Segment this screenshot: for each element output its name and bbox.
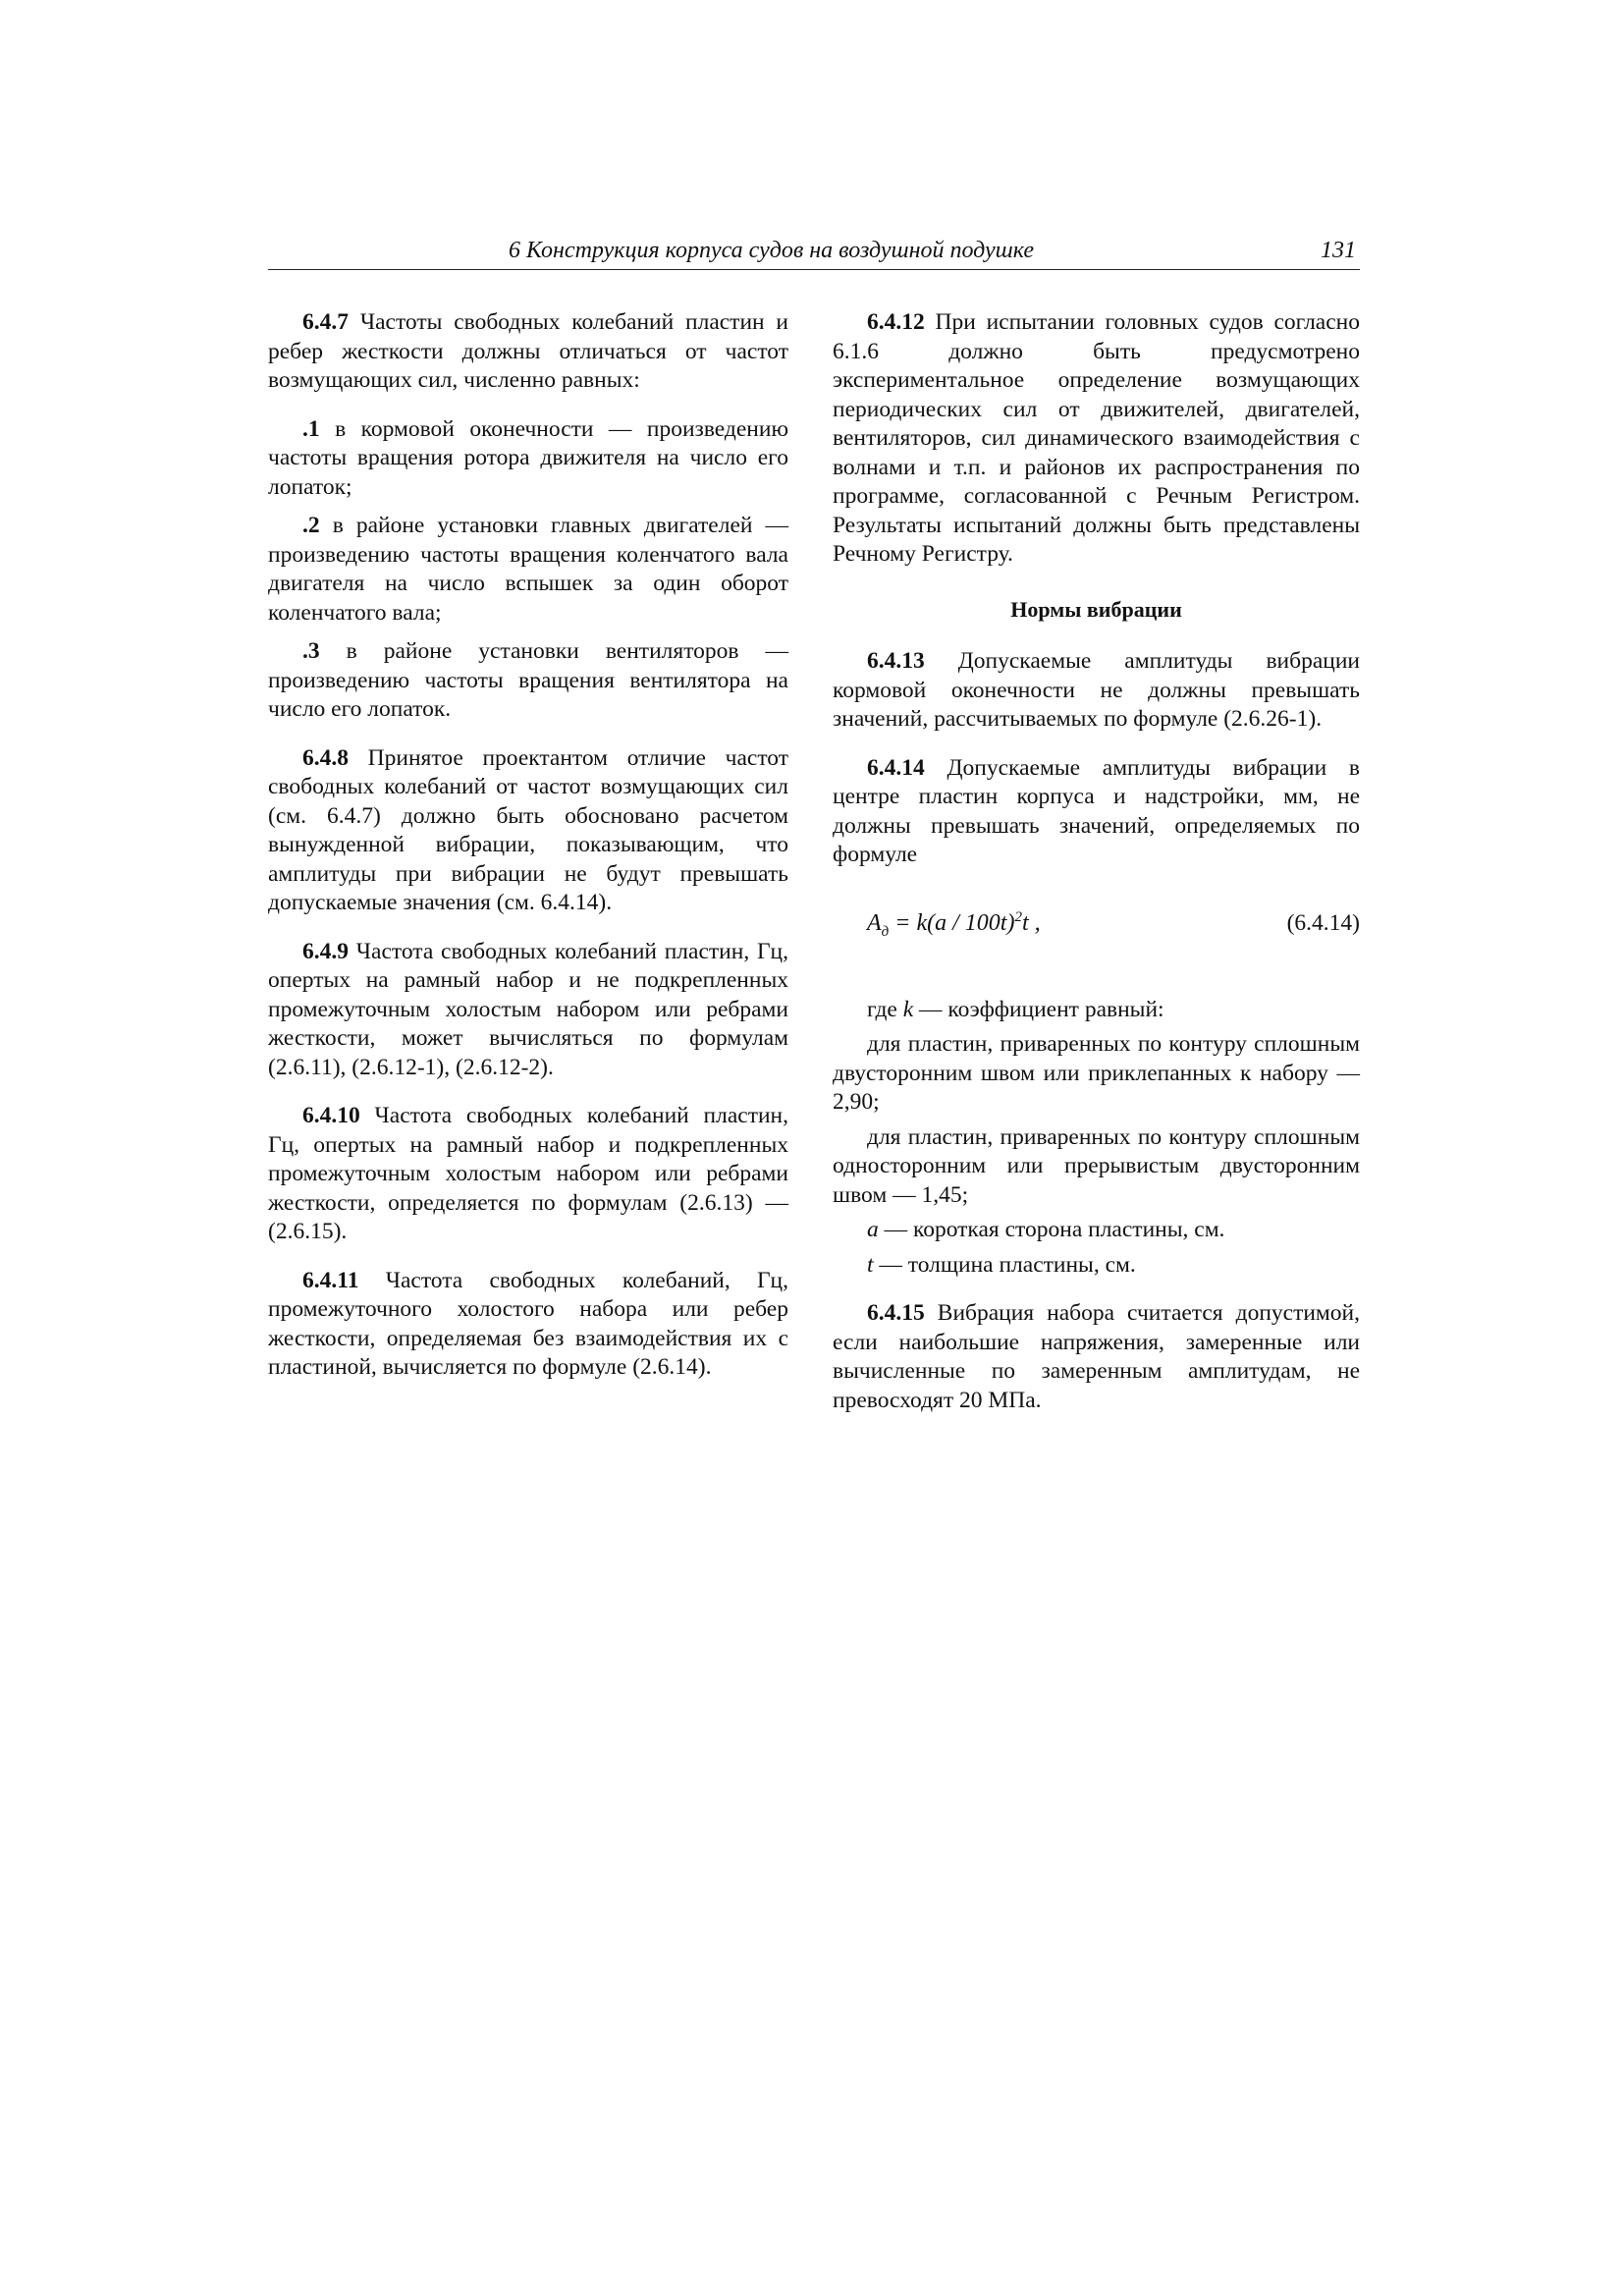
clause-number: 6.4.9	[302, 938, 349, 964]
paragraph-6-4-10	[268, 1102, 788, 1247]
paragraph-6-4-13	[833, 647, 1360, 735]
paragraph-6-4-14	[833, 754, 1360, 870]
clause-text: При испытании головных судов согласно 6.1.6 должно быть предусмотрено экспериментальное определение возмущающих периодических сил от движителей, двигателей, вентиляторов, сил динамического взаимодействия с волнами и т.п. и районов их распространения по программе, согласованной с Речным Регистром. Результаты испытаний должны быть представлены Речному Регистру.	[833, 309, 1360, 567]
subitem-2	[268, 512, 788, 628]
paragraph-6-4-11	[268, 1267, 788, 1383]
variable-t: t	[867, 1251, 874, 1278]
definition-a	[833, 1216, 1360, 1245]
formula-6-4-14	[833, 909, 1360, 949]
definition-a-text: — короткая сторона пластины, см.	[884, 1217, 1225, 1242]
subitem-number: .3	[302, 638, 320, 664]
clause-number: 6.4.14	[867, 754, 925, 781]
running-header	[268, 236, 1360, 270]
clause-number: 6.4.12	[867, 309, 925, 335]
clause-text: Частота свободных колебаний, Гц, промежуточного холостого набора или ребер жесткости, определяемая без взаимодействия их с пластиной, вычисляется по формуле (2.6.14).	[268, 1267, 788, 1380]
paragraph-6-4-7	[268, 308, 788, 396]
clause-text: Вибрация набора считается допустимой, если наибольшие напряжения, замеренные или вычисленные по замеренным амплитудам, не превосходят 20 МПа.	[833, 1300, 1360, 1413]
section-heading: Нормы вибрации	[1010, 596, 1182, 622]
clause-text: Частота свободных колебаний пластин, Гц, опертых на рамный набор и не подкрепленных промежуточным холостым набором или ребрами жесткости, может вычисляться по формулам (2.6.11), (2.6.12-1), (2.6.12-2).	[268, 938, 788, 1080]
definition-t	[833, 1251, 1360, 1281]
formula-lhs: A	[867, 909, 882, 936]
subitem-text: в районе установки главных двигателей — произведению частоты вращения коленчатого вала двигателя на число вспышек за один оборот коленчатого вала;	[268, 513, 789, 626]
subitem-text: в районе установки вентиляторов — произведению частоты вращения вентилятора на число его лопаток.	[268, 638, 788, 722]
clause-number: 6.4.15	[867, 1300, 925, 1326]
clause-number: 6.4.13	[867, 648, 925, 674]
page-number: 131	[1321, 238, 1356, 263]
clause-text: Допускаемые амплитуды вибрации кормовой оконечности не должны превышать значений, рассчитываемых по формуле (2.6.26-1).	[833, 648, 1360, 732]
where-text: — коэффициент равный:	[919, 996, 1164, 1022]
paragraph-6-4-12	[833, 308, 1360, 570]
clause-text: Допускаемые амплитуды вибрации в центре пластин корпуса и надстройки, мм, не должны превышать значений, определяемых по формуле	[833, 754, 1361, 867]
variable-a: a	[867, 1217, 879, 1242]
formula-rhs-b: t ,	[1021, 909, 1041, 936]
case-double-weld: для пластин, приваренных по контуру сплошным двусторонним швом или приклепанных к набору — 2,90;	[833, 1031, 1360, 1115]
paragraph-6-4-9	[268, 938, 788, 1083]
where-lead: где	[867, 996, 897, 1022]
subitem-1	[268, 415, 788, 503]
formula-number: (6.4.14)	[1286, 909, 1360, 936]
variable-k: k	[902, 996, 914, 1022]
subitem-text: в кормовой оконечности — произведению частоты вращения ротора движителя на число его лопаток;	[268, 415, 788, 500]
case-single-weld: для пластин, приваренных по контуру сплошным односторонним или прерывистым двусторонним швом — 1,45;	[833, 1123, 1360, 1208]
clause-number: 6.4.8	[302, 744, 349, 771]
formula-lhs-subscript: д	[881, 923, 890, 940]
left-column	[268, 308, 788, 1402]
clause-text: Частота свободных колебаний пластин, Гц, опертых на рамный набор и подкрепленных промежуточным холостым набором или ребрами жесткости, определяется по формулам (2.6.13) — (2.6.15).	[268, 1103, 788, 1244]
formula-rhs-a: = k(a / 100t)	[894, 909, 1015, 936]
clause-number: 6.4.11	[302, 1267, 359, 1293]
formula-exponent: 2	[1014, 908, 1022, 925]
subitem-number: .1	[302, 415, 320, 442]
where-line	[833, 996, 1360, 1025]
subitem-3	[268, 637, 788, 725]
definition-t-text: — толщина пластины, см.	[879, 1251, 1136, 1278]
clause-text: Частоты свободных колебаний пластин и ребер жесткости должны отличаться от частот возмущающих сил, численно равных:	[268, 309, 788, 393]
right-column	[833, 308, 1360, 1435]
subitem-number: .2	[302, 513, 320, 538]
clause-number: 6.4.10	[302, 1103, 360, 1128]
formula-expression	[867, 909, 1041, 939]
paragraph-6-4-8	[268, 744, 788, 918]
running-header-title: 6 Конструкция корпуса судов на воздушной подушке	[509, 238, 1035, 263]
paragraph-6-4-15	[833, 1299, 1360, 1415]
clause-text: Принятое проектантом отличие частот свободных колебаний от частот возмущающих сил (см. 6.4.7) должно быть обосновано расчетом вынужденной вибрации, показывающим, что амплитуды при вибрации не будут превышать допускаемые значения (см. 6.4.14).	[268, 744, 788, 915]
clause-number: 6.4.7	[302, 309, 349, 335]
